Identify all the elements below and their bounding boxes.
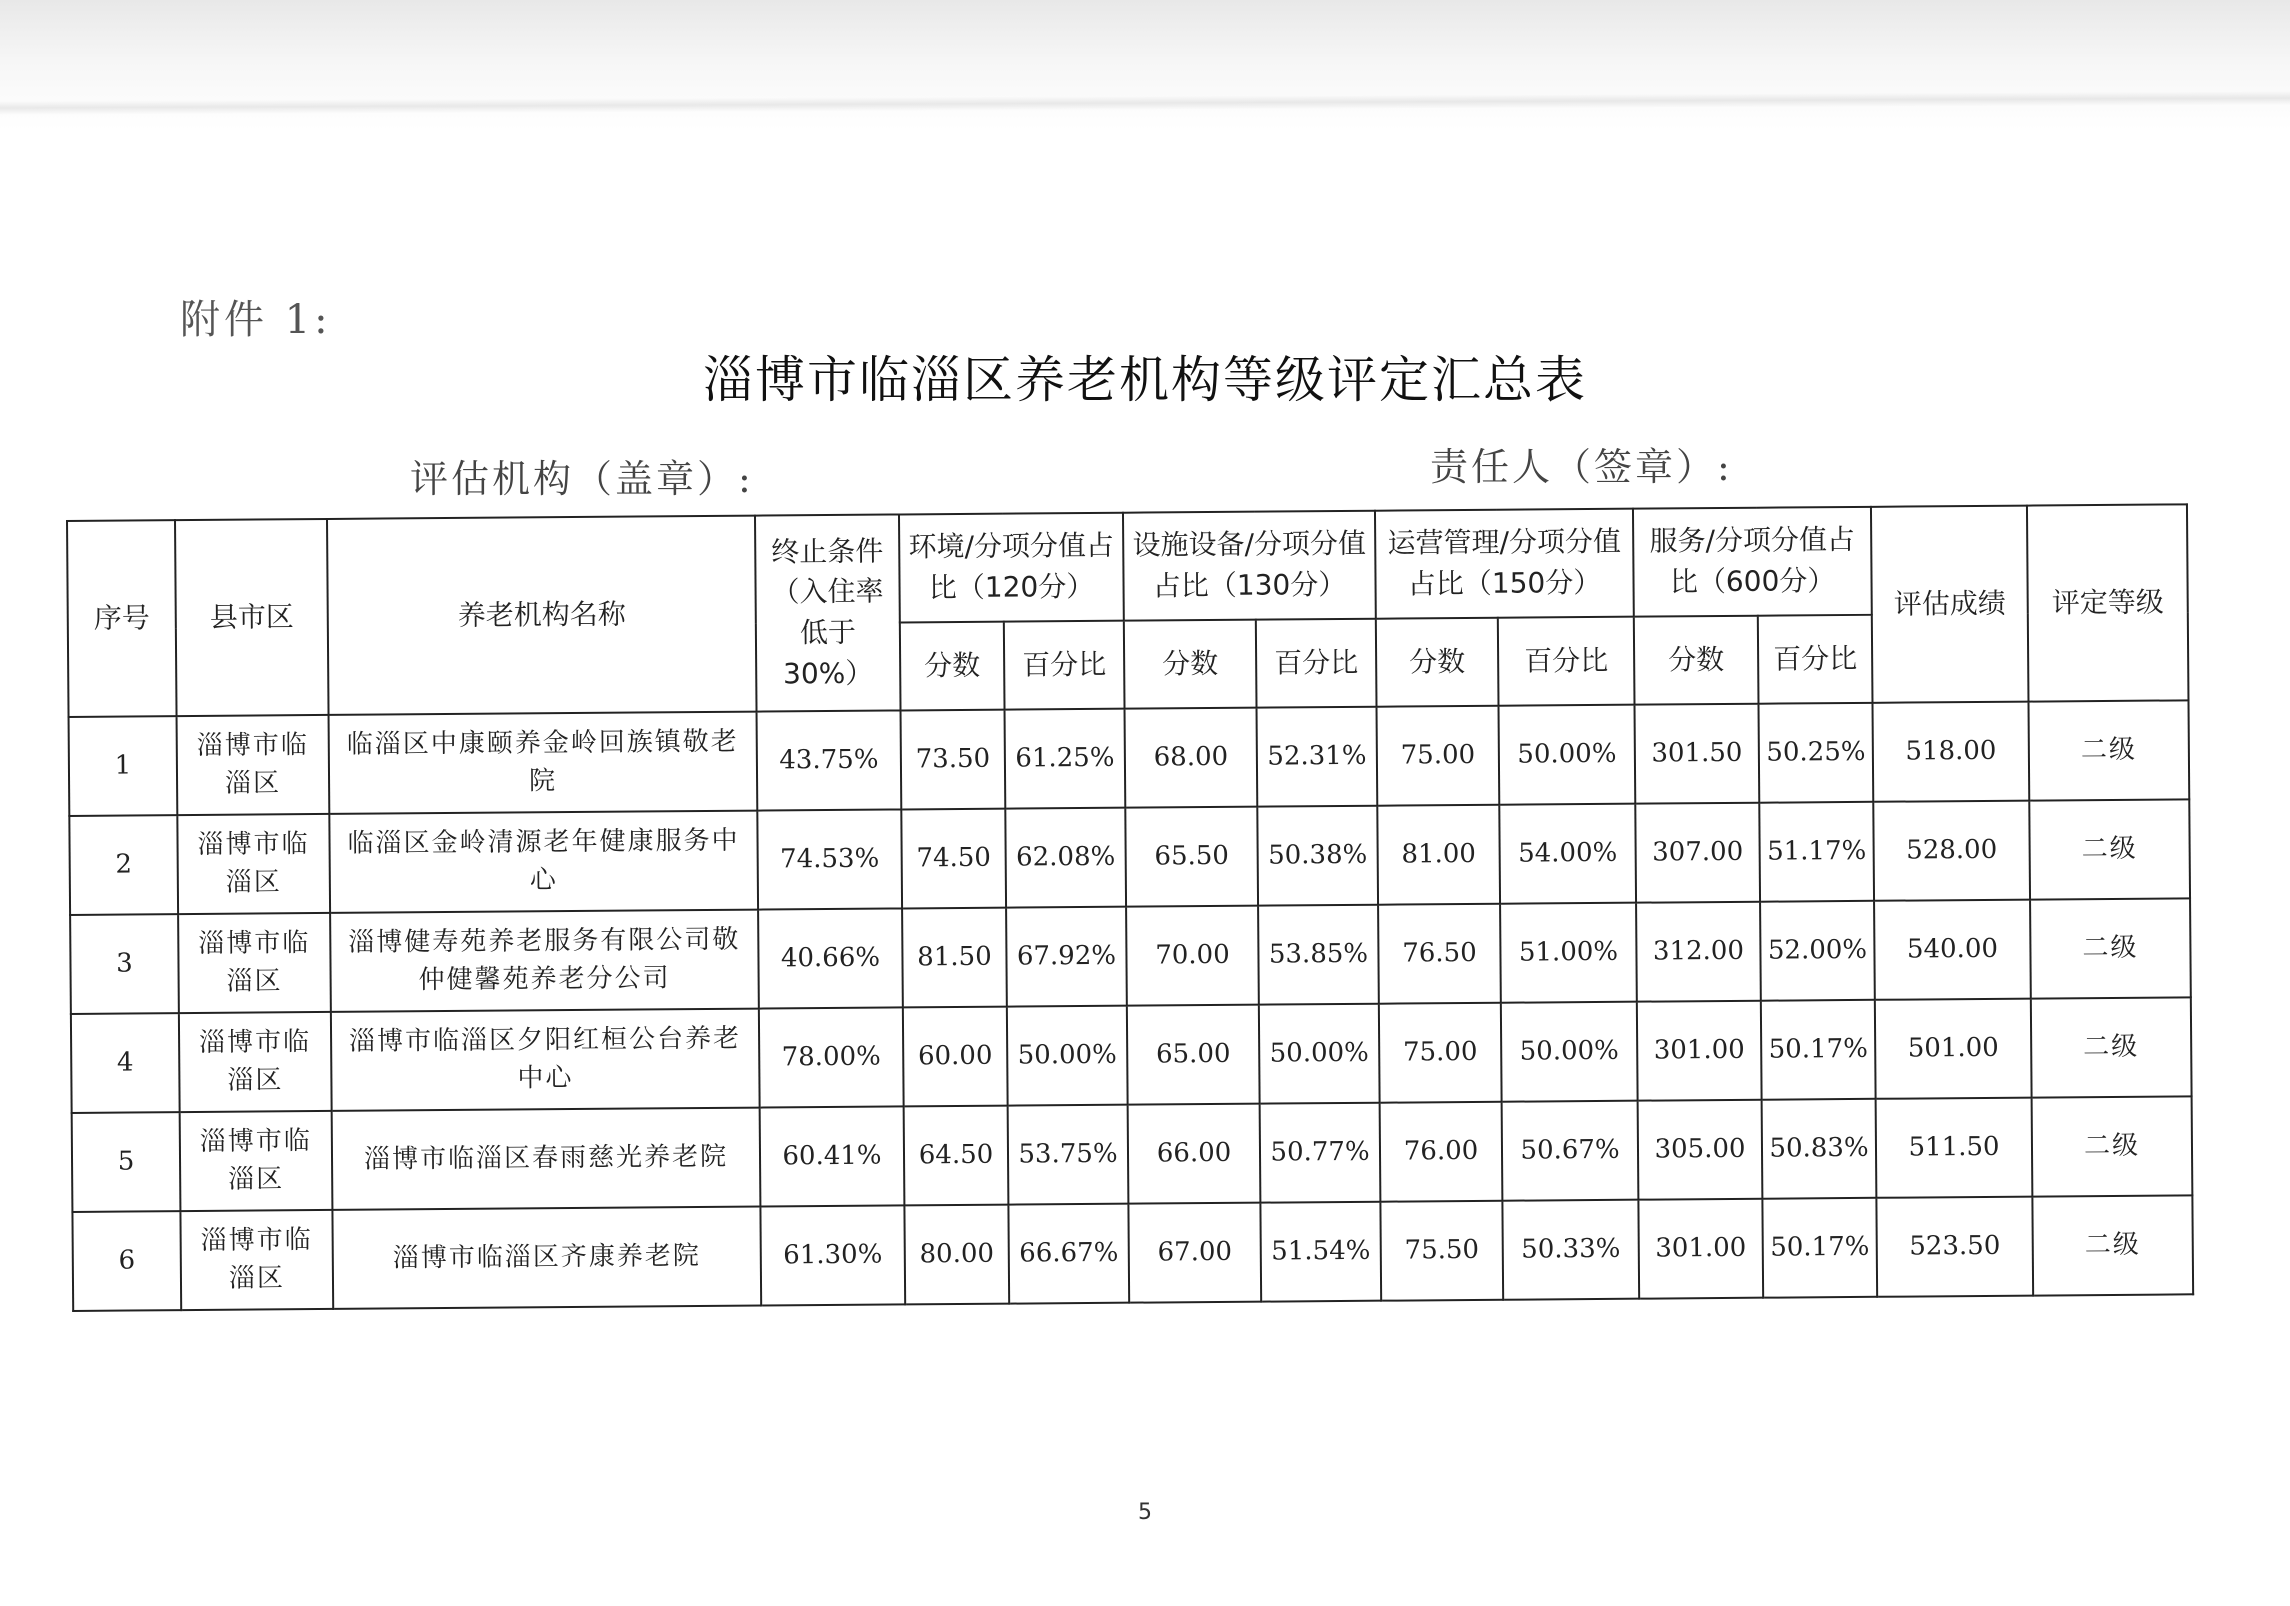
cell-svc-pct: 50.83% (1762, 1099, 1877, 1199)
cell-ops-pct: 54.00% (1499, 804, 1636, 904)
cell-fac-pct: 52.31% (1257, 707, 1378, 807)
cell-district: 淄博市临淄区 (177, 715, 330, 815)
header-ops-score: 分数 (1376, 618, 1499, 707)
cell-fac-score: 70.00 (1126, 906, 1259, 1006)
cell-occupancy: 61.30% (760, 1205, 905, 1305)
cell-ops-score: 75.00 (1379, 1003, 1502, 1103)
cell-ops-score: 81.00 (1377, 805, 1500, 905)
cell-fac-pct: 50.38% (1257, 806, 1378, 906)
cell-ops-pct: 50.00% (1501, 1002, 1638, 1102)
cell-total: 528.00 (1873, 801, 2030, 901)
header-service: 服务/分项分值占比（600分） (1633, 507, 1872, 617)
header-grade: 评定等级 (2027, 504, 2189, 701)
cell-env-pct: 61.25% (1005, 709, 1126, 809)
cell-fac-pct: 50.00% (1259, 1004, 1380, 1104)
table-row (72, 1195, 2193, 1311)
cell-fac-score: 67.00 (1128, 1203, 1261, 1303)
cell-svc-pct: 50.25% (1759, 703, 1874, 803)
cell-env-score: 81.50 (902, 908, 1007, 1008)
attachment-label: 附件 1: (180, 297, 332, 343)
cell-env-score: 60.00 (903, 1007, 1008, 1107)
cell-fac-pct: 51.54% (1260, 1202, 1381, 1302)
cell-name: 淄博市临淄区春雨慈光养老院 (332, 1108, 761, 1210)
cell-seq: 1 (69, 716, 178, 816)
cell-name: 临淄区中康颐养金岭回族镇敬老院 (329, 712, 758, 814)
cell-name: 淄博市临淄区齐康养老院 (332, 1207, 761, 1309)
cell-svc-score: 307.00 (1635, 803, 1760, 903)
cell-svc-score: 301.50 (1635, 704, 1760, 804)
cell-occupancy: 78.00% (759, 1007, 904, 1107)
header-district: 县市区 (175, 519, 329, 716)
cell-district: 淄博市临淄区 (177, 814, 330, 914)
cell-district: 淄博市临淄区 (180, 1111, 333, 1211)
cell-env-pct: 53.75% (1008, 1105, 1129, 1205)
header-facilities: 设施设备/分项分值占比（130分） (1123, 511, 1376, 621)
header-env-percent: 百分比 (1004, 621, 1125, 710)
page-number: 5 (1138, 1500, 1152, 1525)
table-row (70, 898, 2191, 1014)
header-fac-percent: 百分比 (1256, 619, 1377, 708)
cell-svc-score: 301.00 (1637, 1001, 1762, 1101)
cell-ops-score: 75.00 (1377, 706, 1500, 806)
cell-env-pct: 50.00% (1007, 1006, 1128, 1106)
cell-total: 523.50 (1876, 1197, 2033, 1297)
header-ops-percent: 百分比 (1498, 617, 1635, 706)
cell-ops-score: 75.50 (1380, 1201, 1503, 1301)
cell-name: 临淄区金岭清源老年健康服务中心 (329, 811, 758, 913)
header-svc-score: 分数 (1634, 616, 1759, 705)
cell-seq: 5 (72, 1112, 181, 1212)
cell-grade: 二级 (2032, 1195, 2193, 1295)
grading-summary-table (66, 503, 2194, 1312)
header-svc-percent: 百分比 (1758, 615, 1873, 704)
cell-ops-pct: 50.00% (1499, 705, 1636, 805)
cell-env-score: 80.00 (904, 1205, 1009, 1305)
cell-ops-pct: 51.00% (1500, 903, 1637, 1003)
cell-env-pct: 62.08% (1005, 808, 1126, 908)
cell-occupancy: 40.66% (758, 908, 903, 1008)
cell-occupancy: 43.75% (757, 710, 902, 810)
cell-fac-score: 68.00 (1125, 708, 1258, 808)
header-fac-score: 分数 (1124, 620, 1257, 709)
cell-svc-score: 312.00 (1636, 902, 1761, 1002)
table-row (72, 1096, 2193, 1212)
cell-name: 淄博健寿苑养老服务有限公司敬仲健馨苑养老分公司 (330, 910, 759, 1012)
header-environment: 环境/分项分值占比（120分） (899, 513, 1124, 623)
cell-district: 淄博市临淄区 (178, 913, 331, 1013)
cell-svc-pct: 51.17% (1759, 802, 1874, 902)
cell-seq: 2 (69, 815, 178, 915)
cell-fac-score: 65.50 (1125, 807, 1258, 907)
header-total: 评估成绩 (1871, 506, 2029, 703)
cell-total: 518.00 (1873, 702, 2030, 802)
cell-grade: 二级 (2029, 700, 2190, 800)
cell-env-pct: 67.92% (1006, 907, 1127, 1007)
header-operation: 运营管理/分项分值占比（150分） (1375, 509, 1634, 619)
cell-svc-score: 301.00 (1638, 1199, 1763, 1299)
cell-occupancy: 60.41% (760, 1106, 905, 1206)
summary-table-wrapper (66, 503, 2192, 1312)
cell-fac-pct: 50.77% (1260, 1103, 1381, 1203)
responsible-person-label: 责任人（签章）: (1430, 445, 1733, 489)
cell-seq: 3 (70, 914, 179, 1014)
header-termination: 终止条件（入住率低于30%） (755, 514, 901, 711)
cell-grade: 二级 (2032, 1096, 2193, 1196)
cell-district: 淄博市临淄区 (179, 1012, 332, 1112)
cell-ops-score: 76.00 (1380, 1102, 1503, 1202)
page-title: 淄博市临淄区养老机构等级评定汇总表 (703, 351, 1587, 409)
cell-grade: 二级 (2030, 898, 2191, 998)
cell-total: 501.00 (1875, 999, 2032, 1099)
cell-total: 540.00 (1874, 900, 2031, 1000)
cell-svc-score: 305.00 (1638, 1100, 1763, 1200)
table-row (71, 997, 2192, 1113)
cell-env-score: 64.50 (904, 1106, 1009, 1206)
cell-grade: 二级 (2029, 799, 2190, 899)
cell-name: 淄博市临淄区夕阳红桓公台养老中心 (331, 1009, 760, 1111)
cell-seq: 6 (72, 1211, 181, 1311)
cell-grade: 二级 (2031, 997, 2192, 1097)
table-row (69, 799, 2190, 915)
cell-svc-pct: 50.17% (1761, 1000, 1876, 1100)
cell-fac-pct: 53.85% (1258, 905, 1379, 1005)
evaluator-seal-label: 评估机构（盖章）: (410, 457, 754, 501)
header-name: 养老机构名称 (327, 516, 757, 715)
cell-fac-score: 66.00 (1128, 1104, 1261, 1204)
cell-fac-score: 65.00 (1127, 1005, 1260, 1105)
header-env-score: 分数 (900, 622, 1005, 711)
cell-seq: 4 (71, 1013, 180, 1113)
header-seq: 序号 (67, 520, 177, 717)
cell-occupancy: 74.53% (757, 809, 902, 909)
cell-env-score: 74.50 (901, 809, 1006, 909)
cell-ops-pct: 50.67% (1502, 1101, 1639, 1201)
cell-ops-score: 76.50 (1378, 904, 1501, 1004)
cell-ops-pct: 50.33% (1502, 1200, 1639, 1300)
cell-env-score: 73.50 (901, 710, 1006, 810)
cell-env-pct: 66.67% (1008, 1204, 1129, 1304)
cell-district: 淄博市临淄区 (180, 1210, 333, 1310)
cell-svc-pct: 52.00% (1760, 901, 1875, 1001)
table-row (69, 700, 2190, 816)
cell-total: 511.50 (1876, 1098, 2033, 1198)
cell-svc-pct: 50.17% (1762, 1198, 1877, 1298)
